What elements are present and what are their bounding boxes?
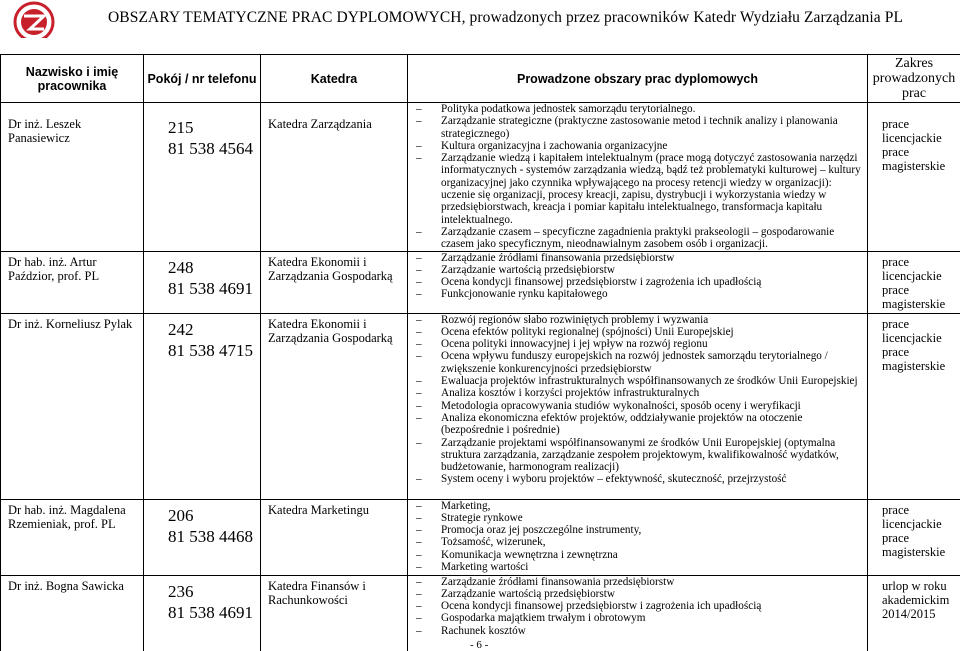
katedra-name: Katedra Finansów i Rachunkowości <box>261 575 408 651</box>
room-phone-cell <box>144 251 261 313</box>
list-item: – Ocena polityki innowacyjnej i jej wpływ na rozwój regionu <box>414 338 863 350</box>
list-item: – Marketing wartości <box>414 561 863 573</box>
list-item: – Marketing, <box>414 500 863 512</box>
col-header-obszary: Prowadzone obszary prac dyplomowych <box>408 55 868 103</box>
room-number: 248 <box>168 257 194 277</box>
col-header-name: Nazwisko i imię pracownika <box>1 55 144 103</box>
list-item: – Zarządzanie wiedzą i kapitałem intelektualnym (prace mogą dotyczyć zastosowania narzędzi informatycznych - systemów zarządzania wiedzą, bądź też problematyki kulturowej – kultury organizacyjnej jako czynnika wpływającego na procesy retencji wiedzy w organizacji): uczenie się organizacji, procesy kreacji, zapisu, dystrybucji i wykorzystania wiedzy w przedsiębiorstwach, kreacja i pomiar kapitału intelektualnego, transformacja kapitału intelektualnego. <box>414 152 863 226</box>
room-phone-cell <box>144 103 261 252</box>
zakres-line: akademickim <box>882 592 950 607</box>
zakres-line: prace <box>882 344 910 359</box>
list-item: – Zarządzanie źródłami finansowania przedsiębiorstw <box>414 576 863 588</box>
list-item: – Tożsamość, wizerunek, <box>414 536 863 548</box>
zakres-line: prace <box>882 145 910 159</box>
zakres-line: prace licencjackie <box>882 117 942 145</box>
employee-name: Dr hab. inż. Artur Paździor, prof. PL <box>1 251 144 313</box>
page-number: - 6 - <box>470 639 489 651</box>
zakres-line: magisterskie <box>882 358 946 373</box>
zakres-cell <box>868 575 960 651</box>
zakres-line: magisterskie <box>882 544 946 559</box>
col-header-katedra: Katedra <box>261 55 408 103</box>
list-item: – Zarządzanie wartością przedsiębiorstw <box>414 264 863 276</box>
table-row <box>1 103 960 252</box>
table-row <box>1 313 960 499</box>
room-phone-cell <box>144 499 261 575</box>
list-item: – Funkcjonowanie rynku kapitałowego <box>414 288 863 300</box>
table-header-row <box>1 55 960 103</box>
katedra-name: Katedra Zarządzania <box>261 103 408 252</box>
phone-number: 81 538 4691 <box>168 278 253 298</box>
list-item: – Ocena kondycji finansowej przedsiębiorstw i zagrożenia ich upadłością <box>414 276 863 288</box>
zakres-cell <box>868 313 960 499</box>
room-number: 242 <box>168 319 194 339</box>
col-header-zakres: Zakres prowadzonych prac <box>868 55 960 103</box>
list-item: – Ocena efektów polityki regionalnej (spójności) Unii Europejskiej <box>414 326 863 338</box>
list-item: – Analiza ekonomiczna efektów projektów, oddziaływanie projektów na otoczenie (bezpośrednie i pośrednie) <box>414 412 863 437</box>
topics-list <box>414 500 863 574</box>
list-item: – Rachunek kosztów <box>414 625 863 637</box>
list-item: – Metodologia opracowywania studiów wykonalności, sposób oceny i weryfikacji <box>414 400 863 412</box>
list-item: – Zarządzanie wartością przedsiębiorstw <box>414 588 863 600</box>
list-item: – Zarządzanie projektami współfinansowanymi ze środków Unii Europejskiej (optymalna struktura zarządzania, zarządzanie zespołem projektowym, kwalifikowalność wydatków, budżetowanie, harmonogram realizacji) <box>414 437 863 474</box>
zakres-line: prace licencjackie <box>882 316 942 345</box>
katedra-name: Katedra Ekonomii i Zarządzania Gospodarką <box>261 313 408 499</box>
list-item: – Analiza kosztów i korzyści projektów infrastrukturalnych <box>414 387 863 399</box>
topics-cell <box>408 313 868 499</box>
zakres-cell <box>868 103 960 252</box>
table-row <box>1 251 960 313</box>
room-number: 206 <box>168 505 194 525</box>
employee-name: Dr inż. Bogna Sawicka <box>1 575 144 651</box>
employee-name: Dr inż. Leszek Panasiewicz <box>1 103 144 252</box>
employee-name: Dr hab. inż. Magdalena Rzemieniak, prof. PL <box>1 499 144 575</box>
phone-number: 81 538 4691 <box>168 602 253 622</box>
list-item: – Gospodarka majątkiem trwałym i obrotowym <box>414 612 863 624</box>
room-number: 215 <box>168 118 194 137</box>
list-item: – Strategie rynkowe <box>414 512 863 524</box>
phone-number: 81 538 4715 <box>168 340 253 360</box>
zakres-line: magisterskie <box>882 159 946 173</box>
document-title: OBSZARY TEMATYCZNE PRAC DYPLOMOWYCH, prowadzonych przez pracowników Katedr Wydziału Zarządzania PL <box>108 9 904 26</box>
katedra-name: Katedra Ekonomii i Zarządzania Gospodarką <box>261 251 408 313</box>
list-item: – System oceny i wyboru projektów – efektywność, skuteczność, przejrzystość <box>414 473 863 485</box>
zakres-line: magisterskie <box>882 296 946 311</box>
list-item: – Ocena kondycji finansowej przedsiębiorstw i zagrożenia ich upadłością <box>414 600 863 612</box>
university-logo-icon <box>2 0 66 38</box>
zakres-line: prace <box>882 282 910 297</box>
zakres-line: prace licencjackie <box>882 502 942 531</box>
employee-name: Dr inż. Korneliusz Pylak <box>1 313 144 499</box>
table-row <box>1 499 960 575</box>
topics-list <box>414 314 863 486</box>
katedra-name: Katedra Marketingu <box>261 499 408 575</box>
topics-list <box>414 103 863 251</box>
phone-number: 81 538 4468 <box>168 526 253 546</box>
topics-list <box>414 252 863 301</box>
topics-cell <box>408 499 868 575</box>
list-item: – Komunikacja wewnętrzna i zewnętrzna <box>414 549 863 561</box>
list-item: – Zarządzanie strategiczne (praktyczne zastosowanie metod i technik analizy i planowania strategicznego) <box>414 115 863 140</box>
list-item: – Kultura organizacyjna i zachowania organizacyjne <box>414 140 863 152</box>
list-item: – Polityka podatkowa jednostek samorządu terytorialnego. <box>414 103 863 115</box>
topics-cell <box>408 251 868 313</box>
list-item: – Zarządzanie źródłami finansowania przedsiębiorstw <box>414 252 863 264</box>
phone-number: 81 538 4564 <box>168 139 253 158</box>
room-phone-cell <box>144 575 261 651</box>
list-item: – Zarządzanie czasem – specyficzne zagadnienia praktyki prakseologii – gospodarowanie czasem jako specyficznym, nieodnawialnym zasobem osób i organizacji. <box>414 226 863 251</box>
list-item: – Rozwój regionów słabo rozwiniętych problemy i wyzwania <box>414 314 863 326</box>
zakres-line: urlop w roku <box>882 578 947 593</box>
zakres-line: 2014/2015 <box>882 606 936 621</box>
zakres-cell <box>868 251 960 313</box>
room-phone-cell <box>144 313 261 499</box>
list-item: – Ocena wpływu funduszy europejskich na rozwój jednostek samorządu terytorialnego / zwiększenie konkurencyjności przedsiębiorstw <box>414 350 863 375</box>
page-header <box>0 0 960 40</box>
list-item: – Ewaluacja projektów infrastrukturalnych współfinansowanych ze środków Unii Europejskiej <box>414 375 863 387</box>
zakres-cell <box>868 499 960 575</box>
topics-list <box>414 576 863 637</box>
topics-cell <box>408 103 868 252</box>
room-number: 236 <box>168 581 194 601</box>
col-header-room: Pokój / nr telefonu <box>144 55 261 103</box>
list-item: – Promocja oraz jej poszczególne instrumenty, <box>414 524 863 536</box>
zakres-line: prace licencjackie <box>882 254 942 283</box>
zakres-line: prace <box>882 530 910 545</box>
theses-table <box>0 54 960 651</box>
